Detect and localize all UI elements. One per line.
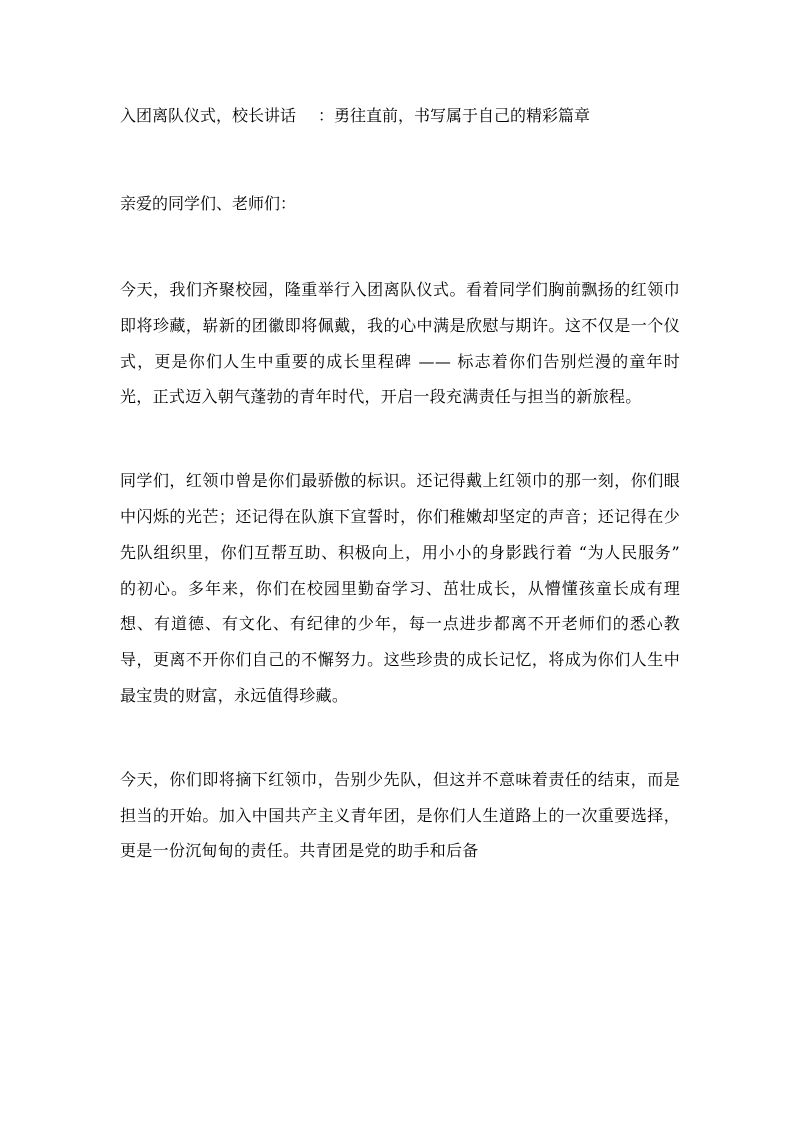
paragraph-3: 今天，你们即将摘下红领巾，告别少先队，但这并不意味着责任的结束，而是担当的开始。加入中国共产主义青年团，是你们人生道路上的一次重要选择，更是一份沉甸甸的责任。共青团是党的助手和后备	[120, 769, 680, 861]
document-body	[120, 96, 680, 869]
title-left: 入团离队仪式，校长讲话	[120, 106, 297, 125]
title-right: ：勇往直前，书写属于自己的精彩篇章	[318, 106, 591, 125]
document-title	[120, 96, 680, 136]
paragraph-1: 今天，我们齐聚校园，隆重举行入团离队仪式。看着同学们胸前飘扬的红领巾即将珍藏，崭新的团徽即将佩戴，我的心中满是欣慰与期许。这不仅是一个仪式，更是你们人生中重要的成长里程碑 —— 标志着你们告别烂漫的童年时光，正式迈入朝气蓬勃的青年时代，开启一段充满责任与担当的新旅程。	[120, 280, 680, 407]
paragraph-2: 同学们，红领巾曾是你们最骄傲的标识。还记得戴上红领巾的那一刻，你们眼中闪烁的光芒；还记得在队旗下宣誓时，你们稚嫩却坚定的声音；还记得在少先队组织里，你们互帮互助、积极向上，用小小的身影践行着 “为人民服务” 的初心。多年来，你们在校园里勤奋学习、茁壮成长，从懵懂孩童长成有理想、有道德、有文化、有纪律的少年，每一点进步都离不开老师们的悉心教导，更离不开你们自己的不懈努力。这些珍贵的成长记忆，将成为你们人生中最宝贵的财富，永远值得珍藏。	[120, 471, 680, 705]
greeting: 亲爱的同学们、老师们：	[120, 194, 297, 213]
